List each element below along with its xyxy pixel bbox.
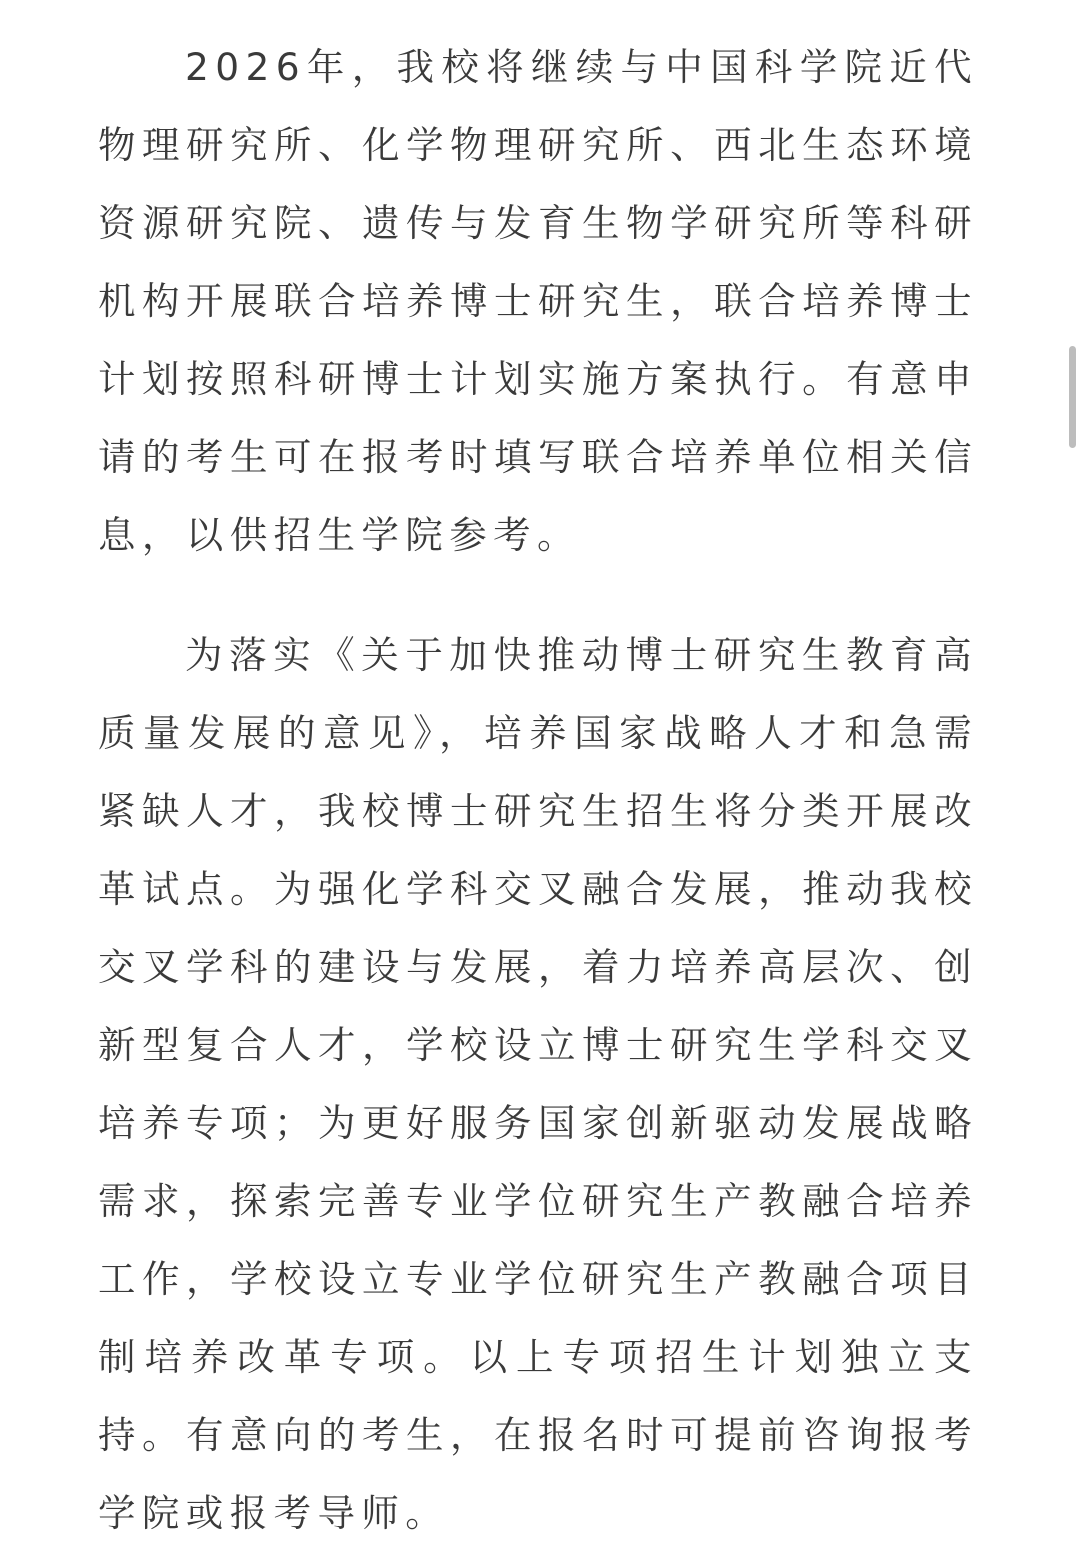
scrollbar-thumb[interactable] xyxy=(1069,346,1076,448)
article-body xyxy=(98,28,978,1552)
paragraph-reform-pilot: 为落实《关于加快推动博士研究生教育高质量发展的意见》，培养国家战略人才和急需紧缺人才，我校博士研究生招生将分类开展改革试点。为强化学科交叉融合发展，推动我校交叉学科的建设与发展，着力培养高层次、创新型复合人才，学校设立博士研究生学科交叉培养专项；为更好服务国家创新驱动发展战略需求，探索完善专业学位研究生产教融合培养工作，学校设立专业学位研究生产教融合项目制培养改革专项。以上专项招生计划独立支持。有意向的考生，在报名时可提前咨询报考学院或报考导师。 xyxy=(98,633,978,1535)
paragraph-joint-training: 2026年，我校将继续与中国科学院近代物理研究所、化学物理研究所、西北生态环境资源研究院、遗传与发育生物学研究所等科研机构开展联合培养博士研究生，联合培养博士计划按照科研博士计划实施方案执行。有意申请的考生可在报考时填写联合培养单位相关信息，以供招生学院参考。 xyxy=(98,45,978,557)
